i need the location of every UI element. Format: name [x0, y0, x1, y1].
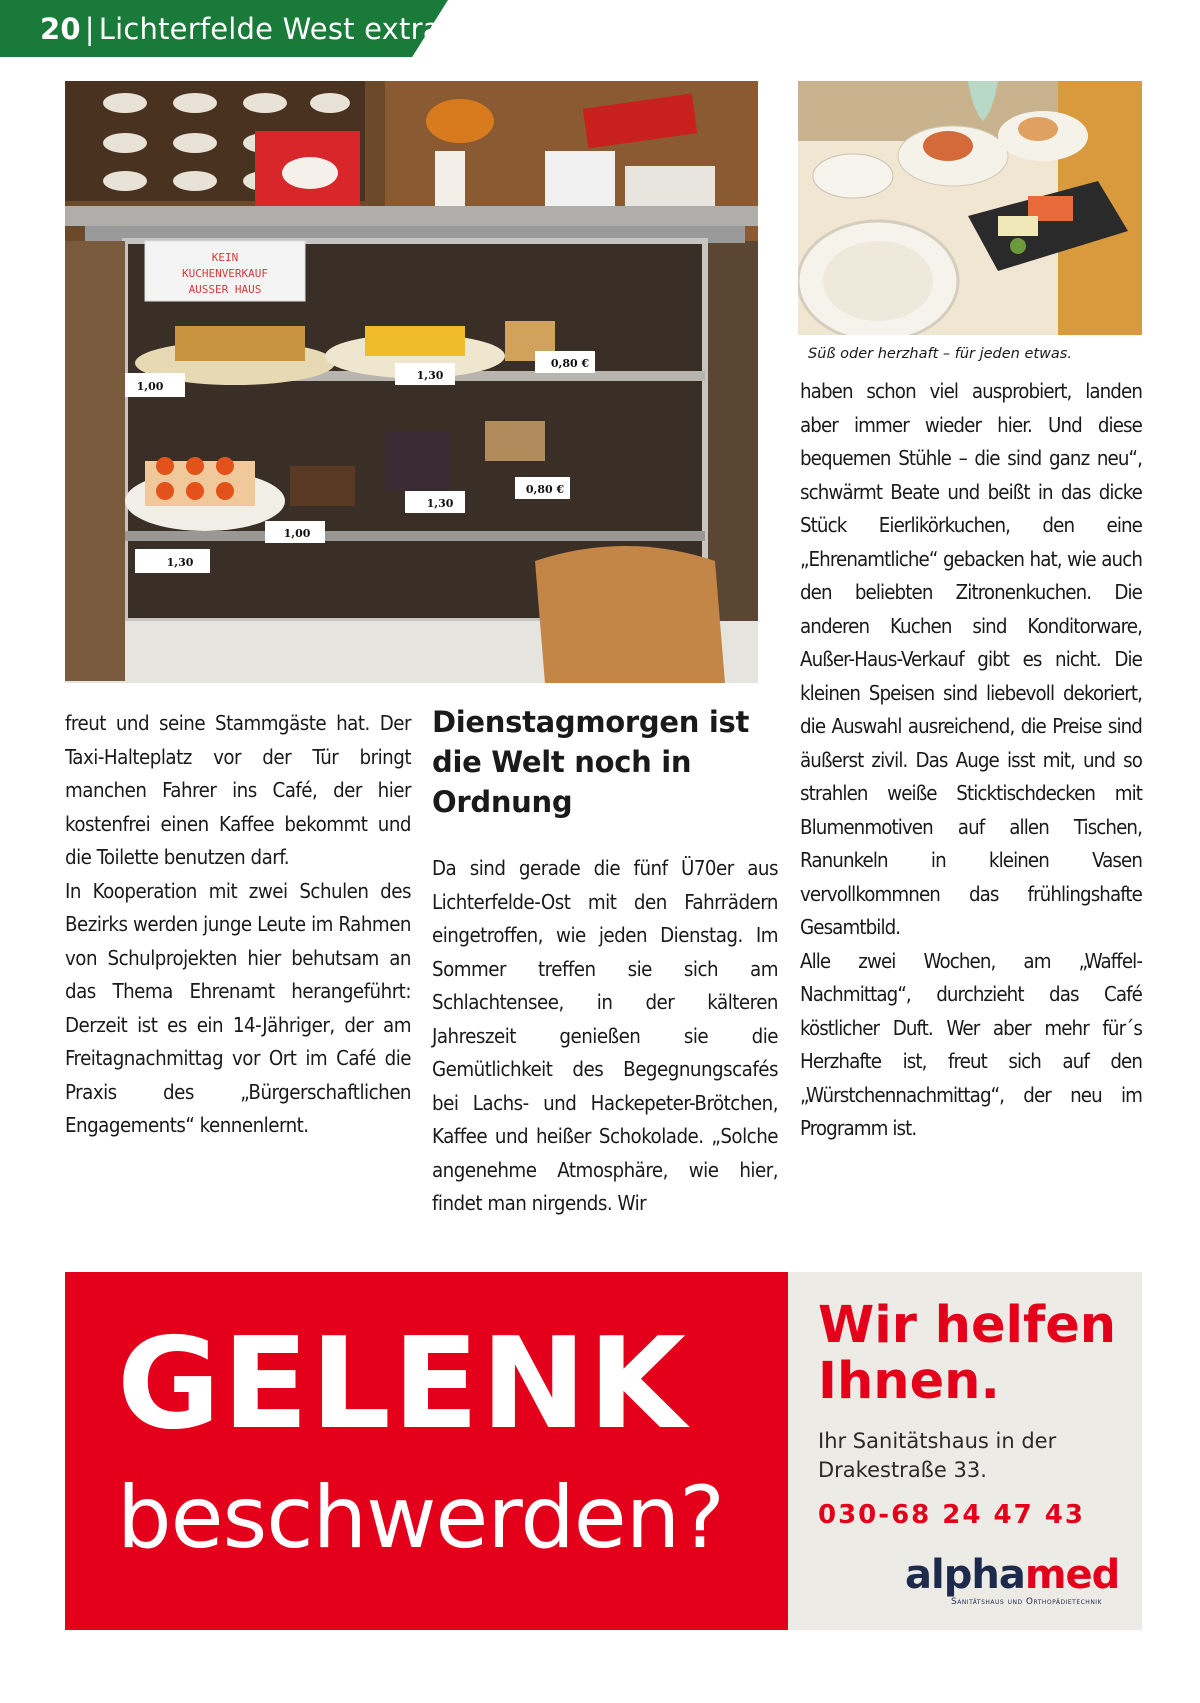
sign-line-3: AUSSER HAUS [188, 283, 262, 296]
ad-help-text: Wir helfen Ihnen. [818, 1296, 1117, 1411]
ad-subline: beschwerden? [117, 1468, 724, 1568]
sign-line-2: KUCHENVERKAUF [181, 267, 269, 280]
article-paragraph: freut und seine Stammgäste hat. Der Taxi-Halteplatz vor der Tür bringt manchen Fahrer ins Café, der hier kostenfrei einen Kaffee bekommt und die Toilette benutzen darf. [65, 711, 411, 869]
price-tag-4: 1,30 [426, 497, 454, 510]
advertisement [65, 1272, 1142, 1630]
logo-wordmark [905, 1552, 1119, 1598]
header-separator: | [84, 12, 95, 46]
breakfast-table-photo [798, 81, 1142, 335]
logo-alpha: alpha [905, 1552, 1025, 1598]
ad-phone-number: 030-68 24 47 43 [818, 1500, 1085, 1530]
article-paragraph: haben schon viel ausprobiert, landen aber immer wieder hier. Und diese bequemen Stühle – die sind ganz neu“, schwärmt Beate und beißt in das dicke Stück Eierlikörkuchen, den eine „Ehrenamtliche“ gebacken hat, wie auch den beliebten Zitronenkuchen. Die anderen Kuchen sind Konditorware, Außer-Haus-Verkauf gibt es nicht. Die kleinen Speisen sind liebevoll dekoriert, die Auswahl ausreichend, die Preise sind äußerst zivil. Das Auge isst mit, und so strahlen weiße Sticktischdecken mit Blumenmotiven auf allen Tischen, Ranunkeln in kleinen Vasen vervollkommnen das frühlingshafte Gesamtbild. [800, 379, 1142, 939]
price-tag-7: 1,30 [166, 556, 194, 569]
price-tag-3: 0,80 € [550, 357, 590, 370]
article-paragraph: In Kooperation mit zwei Schulen des Bezirks werden junge Leute im Rahmen von Schulprojekten hier behutsam an das Thema Ehrenamt herangeführt: Derzeit ist es ein 14-Jähriger, der am Freitagnachmittag vor Ort im Café die Praxis des „Bürgerschaftlichen Engagements“ kennenlernt. [65, 878, 411, 1137]
photo-caption: Süß oder herzhaft – für jeden etwas. [808, 346, 1072, 362]
ad-headline: GELENK [117, 1310, 688, 1457]
section-title: Lichterfelde West extra [98, 12, 441, 46]
alphamed-logo [905, 1552, 1135, 1612]
price-tag-6: 1,00 [283, 527, 311, 540]
cake-display-photo [65, 81, 758, 683]
article-subheading: Dienstagmorgen ist die Welt noch in Ordnung [432, 705, 750, 819]
logo-tagline: Sanitätshaus und Orthopädietechnik [951, 1597, 1103, 1607]
article-column-1 [65, 707, 411, 1143]
price-tag-2: 1,30 [416, 369, 444, 382]
logo-med: med [1024, 1552, 1120, 1598]
price-tag-5: 0,80 € [525, 483, 565, 496]
article-column-2 [432, 852, 778, 1221]
page-number: 20 [40, 12, 81, 46]
section-header [40, 12, 441, 46]
article-column-3 [800, 375, 1142, 1146]
sign-line-1: KEIN [211, 251, 239, 264]
article-paragraph: Da sind gerade die fünf Ü70er aus Lichterfelde-Ost mit den Fahrrädern eingetroffen, wie jeden Dienstag. Im Sommer treffen sie sich am Schlachtensee, in der kälteren Jahreszeit genießen sie die Gemütlichkeit des Begegnungscafés bei Lachs- und Hackepeter-Brötchen, Kaffee und heißer Schokolade. „Solche angenehme Atmosphäre, wie hier, findet man nirgends. Wir [432, 856, 778, 1215]
ad-shop-address: Ihr Sanitätshaus in der Drakestraße 33. [818, 1429, 1057, 1482]
article-paragraph: Alle zwei Wochen, am „Waffel-Nachmittag“, durchzieht das Café köstlicher Duft. Wer aber mehr für´s Herzhafte ist, freut sich auf den „Würstchennachmittag“, der neu im Programm ist. [800, 948, 1142, 1140]
price-tag-1: 1,00 [136, 380, 164, 393]
